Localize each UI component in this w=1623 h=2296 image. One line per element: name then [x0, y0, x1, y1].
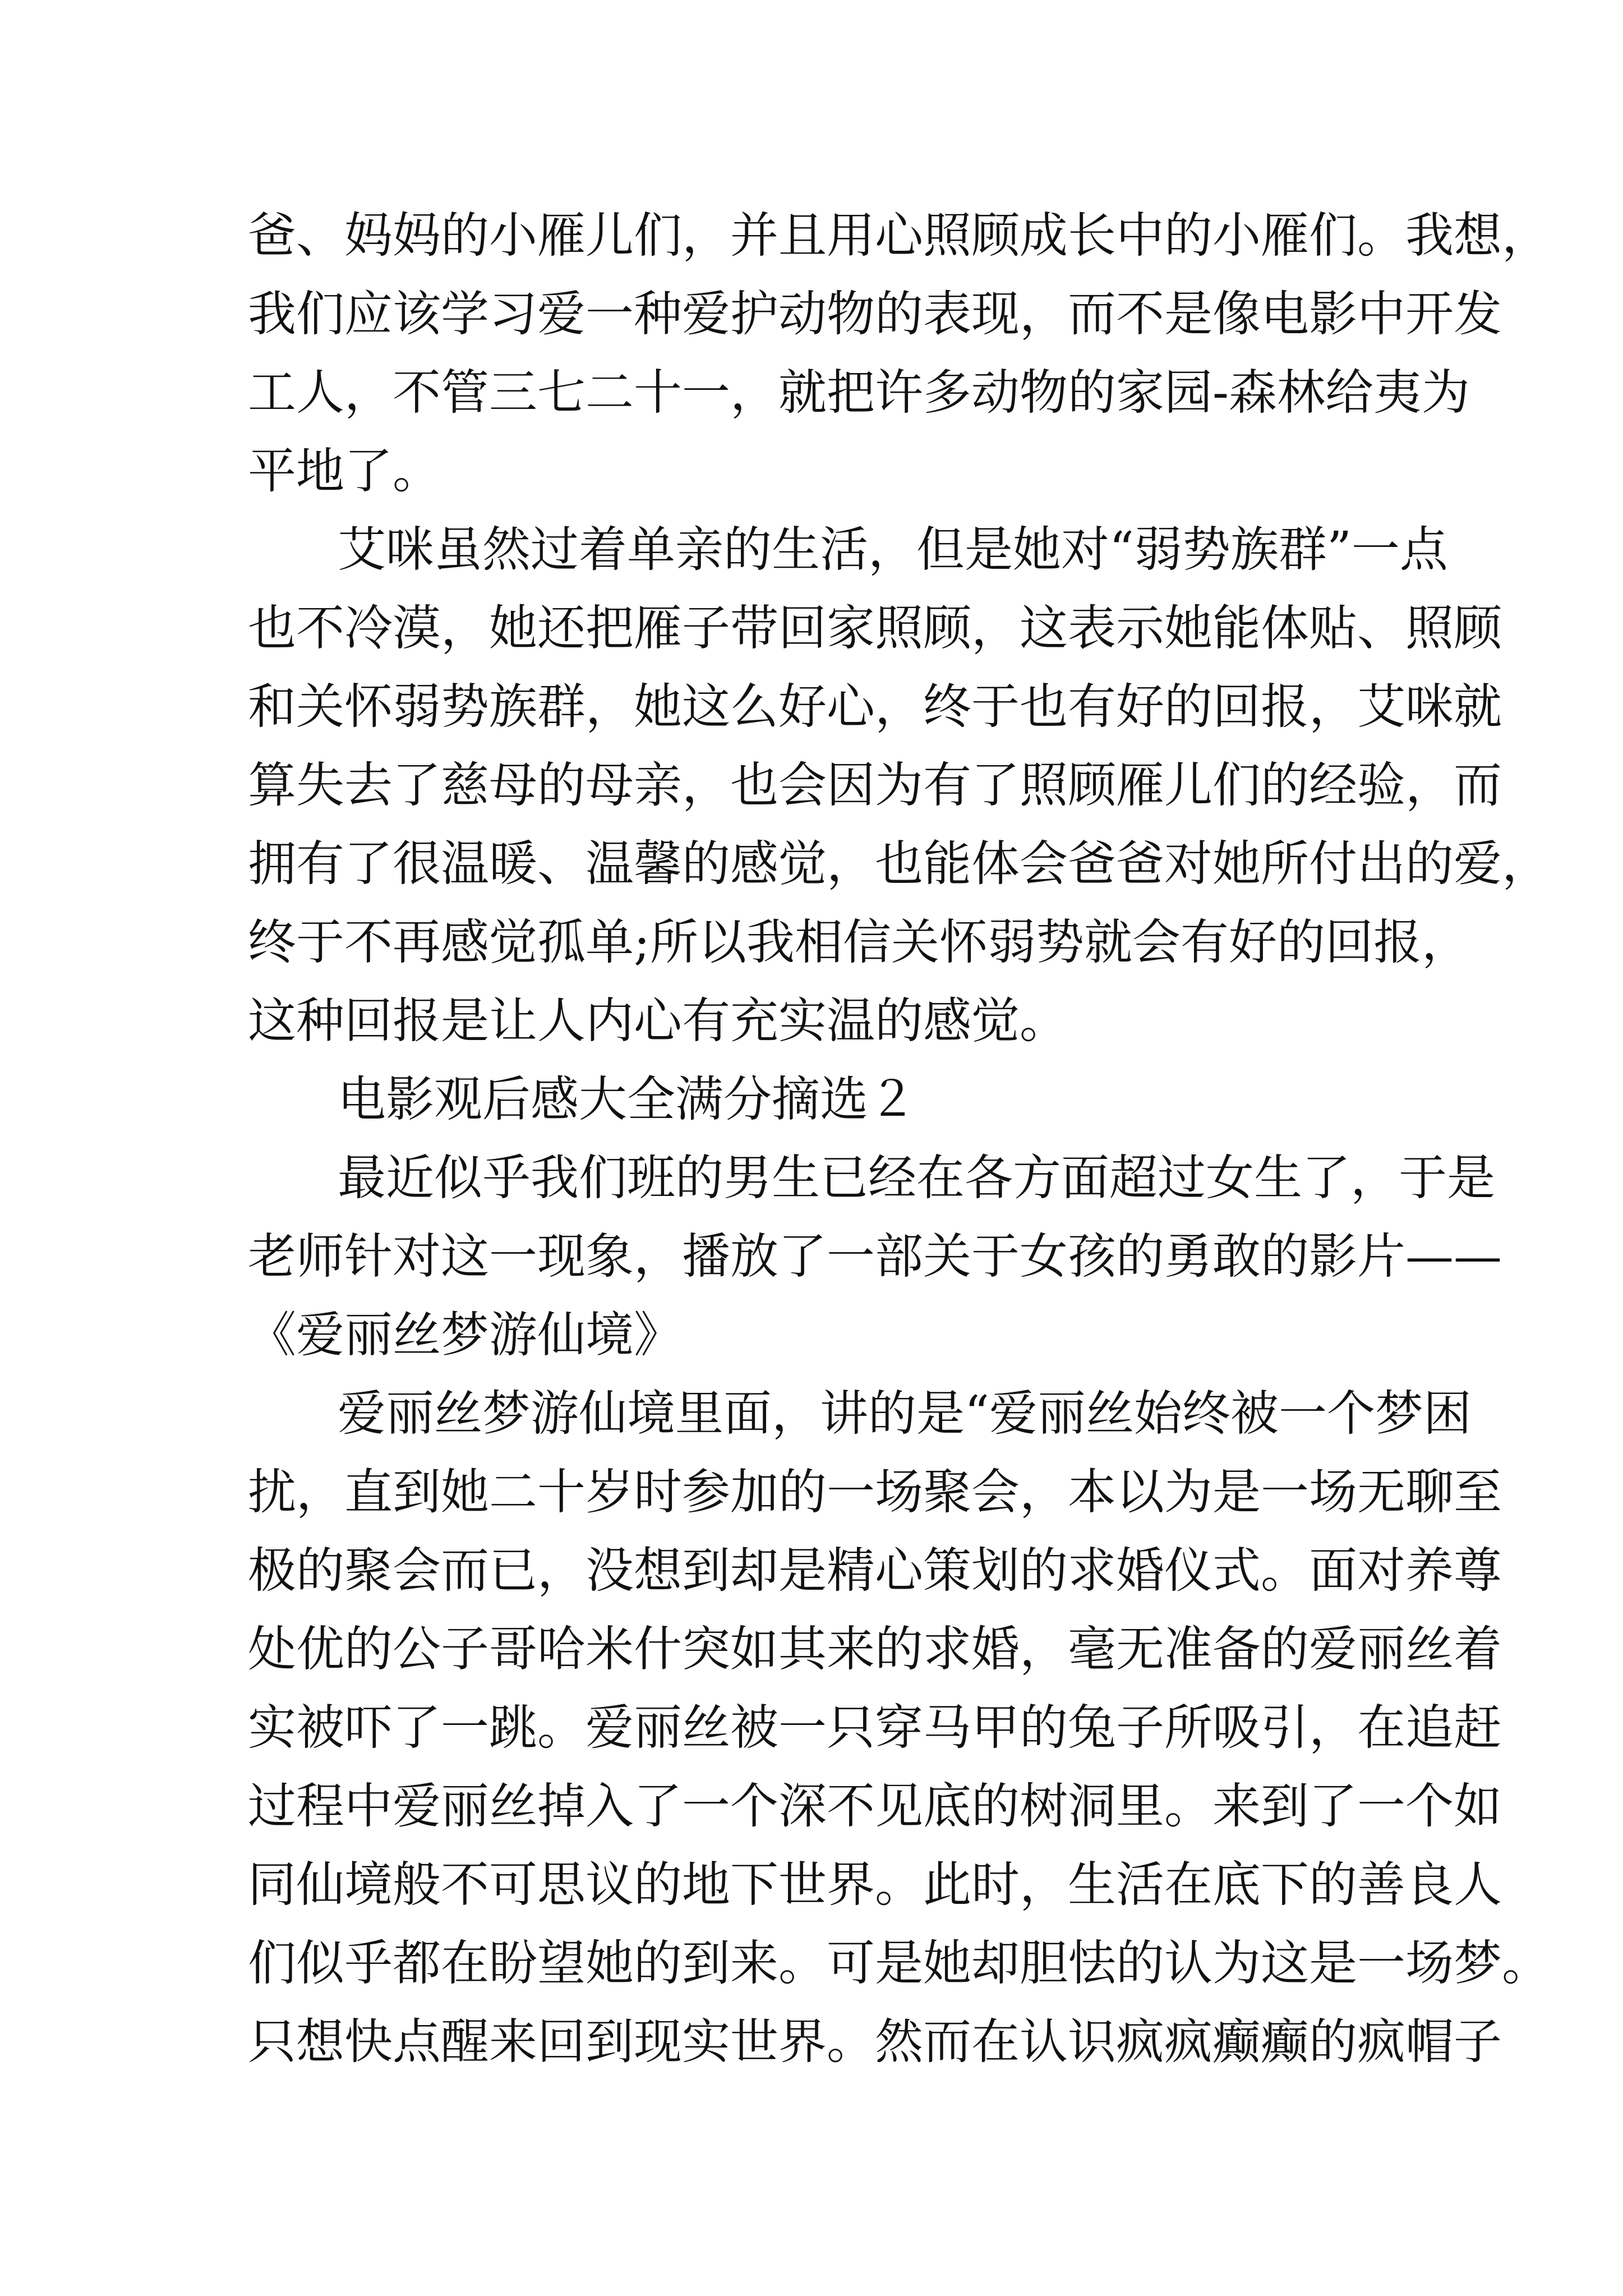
- text-line: 同仙境般不可思议的地下世界。此时，生活在底下的善良人: [248, 1857, 1502, 1913]
- text-line: 扰，直到她二十岁时参加的一场聚会，本以为是一场无聊至: [248, 1464, 1502, 1520]
- text-line: 也不冷漠，她还把雁子带回家照顾，这表示她能体贴、照顾: [248, 600, 1502, 656]
- text-line: 老师针对这一现象，播放了一部关于女孩的勇敢的影片——: [248, 1228, 1502, 1285]
- text-line: 艾咪虽然过着单亲的生活，但是她对“弱势族群”一点: [338, 522, 1448, 578]
- text-line: 只想快点醒来回到现实世界。然而在认识疯疯癫癫的疯帽子: [248, 2014, 1502, 2070]
- text-line: 爱丽丝梦游仙境里面，讲的是“爱丽丝始终被一个梦困: [338, 1386, 1472, 1442]
- section-heading: 电影观后感大全满分摘选２: [338, 1071, 916, 1128]
- text-line: 终于不再感觉孤单;所以我相信关怀弱势就会有好的回报，: [248, 914, 1470, 970]
- text-line: 这种回报是让人内心有充实温的感觉。: [248, 993, 1068, 1049]
- text-line: 拥有了很温暖、温馨的感觉，也能体会爸爸对她所付出的爱，: [248, 836, 1550, 892]
- text-line: 爸、妈妈的小雁儿们，并且用心照顾成长中的小雁们。我想，: [248, 208, 1550, 264]
- text-line: 和关怀弱势族群，她这么好心，终于也有好的回报，艾咪就: [248, 679, 1502, 735]
- text-line: 我们应该学习爱一种爱护动物的表现，而不是像电影中开发: [248, 286, 1502, 342]
- text-line: 算失去了慈母的母亲，也会因为有了照顾雁儿们的经验，而: [248, 757, 1502, 813]
- text-line: 实被吓了一跳。爱丽丝被一只穿马甲的兔子所吸引，在追赶: [248, 1700, 1502, 1756]
- text-line: 平地了。: [248, 443, 441, 499]
- text-line: 过程中爱丽丝掉入了一个深不见底的树洞里。来到了一个如: [248, 1778, 1502, 1834]
- text-line: 极的聚会而已，没想到却是精心策划的求婚仪式。面对养尊: [248, 1543, 1502, 1599]
- text-line: 最近似乎我们班的男生已经在各方面超过女生了，于是: [338, 1150, 1495, 1206]
- text-line: 们似乎都在盼望她的到来。可是她却胆怯的认为这是一场梦。: [248, 1935, 1550, 1991]
- text-line: 工人，不管三七二十一，就把许多动物的家园-森林给夷为: [248, 365, 1470, 421]
- text-line: 处优的公子哥哈米什突如其来的求婚，毫无准备的爱丽丝着: [248, 1621, 1502, 1677]
- text-line: 《爱丽丝梦游仙境》: [248, 1307, 682, 1363]
